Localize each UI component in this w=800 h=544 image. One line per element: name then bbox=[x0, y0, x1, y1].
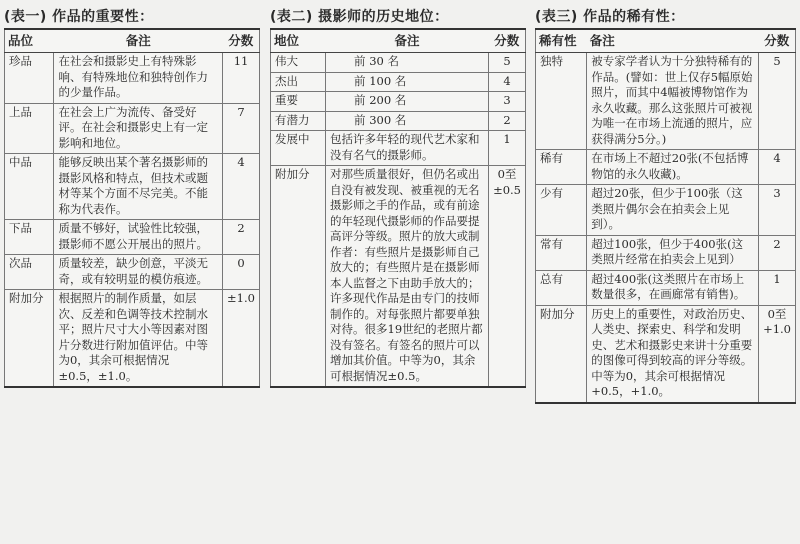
note-cell: 前 300 名 bbox=[326, 111, 489, 131]
score-cell: 3 bbox=[489, 92, 526, 112]
table1-header-row bbox=[5, 29, 260, 53]
table1-caption: (表一) 作品的重要性： bbox=[4, 9, 154, 25]
table-row bbox=[536, 150, 796, 185]
note-cell: 在市场上不超过20张(不包括博物馆的永久收藏)。 bbox=[587, 150, 759, 185]
grade-cell: 珍品 bbox=[5, 53, 54, 104]
table1-panel bbox=[4, 6, 260, 388]
grade-cell: 重要 bbox=[271, 92, 326, 112]
table2-panel bbox=[270, 6, 526, 388]
note-cell: 质量不够好，试验性比较强，摄影师不愿公开展出的照片。 bbox=[54, 220, 223, 255]
score-cell: 0 bbox=[223, 255, 260, 290]
note-cell: 超过400张(这类照片在市场上数量很多，在画廊常有销售)。 bbox=[587, 270, 759, 305]
score-cell: 7 bbox=[223, 103, 260, 154]
score-cell: 4 bbox=[223, 154, 260, 220]
grade-cell: 下品 bbox=[5, 220, 54, 255]
note-cell: 前 200 名 bbox=[326, 92, 489, 112]
table-row bbox=[536, 185, 796, 236]
grade-cell: 稀有 bbox=[536, 150, 587, 185]
table-row bbox=[271, 111, 526, 131]
score-cell: 0至±0.5 bbox=[489, 166, 526, 388]
score-cell: ±1.0 bbox=[223, 290, 260, 388]
table-row bbox=[271, 53, 526, 73]
score-cell: 2 bbox=[223, 220, 260, 255]
note-cell: 在社会和摄影史上有特殊影响、有特殊地位和独特创作力的少量作品。 bbox=[54, 53, 223, 104]
table2-header-row bbox=[271, 29, 526, 53]
table3-header-score: 分数 bbox=[759, 29, 796, 53]
grade-cell: 杰出 bbox=[271, 72, 326, 92]
score-cell: 5 bbox=[489, 53, 526, 73]
table3-caption: (表三) 作品的稀有性： bbox=[535, 9, 685, 25]
table-row bbox=[271, 131, 526, 166]
table2-header-grade: 地位 bbox=[271, 29, 326, 53]
grade-cell: 上品 bbox=[5, 103, 54, 154]
score-cell: 4 bbox=[759, 150, 796, 185]
score-cell: 1 bbox=[759, 270, 796, 305]
note-cell: 根据照片的制作质量，如层次、反差和色调等技术控制水平；照片尺寸大小等因素对图片分数进行附加值评估。中等为0，其余可根据情况±0.5，±1.0。 bbox=[54, 290, 223, 388]
table-row bbox=[536, 53, 796, 150]
grade-cell: 有潜力 bbox=[271, 111, 326, 131]
grade-cell: 独特 bbox=[536, 53, 587, 150]
grade-cell: 伟大 bbox=[271, 53, 326, 73]
table2-header-score: 分数 bbox=[489, 29, 526, 53]
grade-cell: 总有 bbox=[536, 270, 587, 305]
grade-cell: 附加分 bbox=[271, 166, 326, 388]
note-cell: 超过20张，但少于100张（这类照片偶尔会在拍卖会上见到）。 bbox=[587, 185, 759, 236]
table-row bbox=[271, 72, 526, 92]
note-cell: 被专家学者认为十分独特稀有的作品。(譬如：世上仅存5幅原始照片，而其中4幅被博物馆作为永久收藏。那么这张照片可被视为唯一在市场上流通的照片，应获得满分5分。) bbox=[587, 53, 759, 150]
note-cell: 能够反映出某个著名摄影师的摄影风格和特点，但技术或题材等某个方面不尽完美。不能称为代表作。 bbox=[54, 154, 223, 220]
table1-header-score: 分数 bbox=[223, 29, 260, 53]
score-cell: 2 bbox=[489, 111, 526, 131]
note-cell: 前 100 名 bbox=[326, 72, 489, 92]
table-row bbox=[5, 53, 260, 104]
table-row bbox=[271, 92, 526, 112]
table-row bbox=[536, 235, 796, 270]
table-row bbox=[536, 270, 796, 305]
table3-header-note: 备注 bbox=[587, 29, 759, 53]
table2 bbox=[270, 28, 526, 388]
table1 bbox=[4, 28, 260, 388]
table3-header-grade: 稀有性 bbox=[536, 29, 587, 53]
table-row bbox=[5, 103, 260, 154]
grade-cell: 常有 bbox=[536, 235, 587, 270]
table-row bbox=[536, 305, 796, 403]
table1-header-note: 备注 bbox=[54, 29, 223, 53]
grade-cell: 次品 bbox=[5, 255, 54, 290]
grade-cell: 附加分 bbox=[5, 290, 54, 388]
table1-header-grade: 品位 bbox=[5, 29, 54, 53]
score-cell: 3 bbox=[759, 185, 796, 236]
grade-cell: 少有 bbox=[536, 185, 587, 236]
table-row bbox=[5, 220, 260, 255]
note-cell: 历史上的重要性，对政治历史、人类史、探索史、科学和发明史、艺术和摄影史来讲十分重要的图像可得到较高的评分等级。中等为0，其余可根据情况+0.5，+1.0。 bbox=[587, 305, 759, 403]
score-cell: 11 bbox=[223, 53, 260, 104]
note-cell: 对那些质量很好，但仍名或出自没有被发现、被重视的无名摄影师之手的作品，或有前途的年轻现代摄影师的作品要提高评分等级。照片的放大或制作者：有些照片是摄影师自己放大的；有些照片是在摄影师本人监督之下由助手放大的；许多现代作品是由专门的技师制作的。对每张照片都要单独对待。很多19世纪的老照片都没有签名。有签名的照片可以增加其价值。中等为0，其余可根据情况±0.5。 bbox=[326, 166, 489, 388]
score-cell: 0至+1.0 bbox=[759, 305, 796, 403]
table3-panel bbox=[535, 6, 796, 404]
table-row bbox=[5, 154, 260, 220]
table-row bbox=[5, 255, 260, 290]
note-cell: 在社会上广为流传、备受好评。在社会和摄影史上有一定影响和地位。 bbox=[54, 103, 223, 154]
table2-header-note: 备注 bbox=[326, 29, 489, 53]
note-cell: 前 30 名 bbox=[326, 53, 489, 73]
score-cell: 2 bbox=[759, 235, 796, 270]
score-cell: 1 bbox=[489, 131, 526, 166]
note-cell: 质量较差，缺少创意，平淡无奇，或有较明显的模仿痕迹。 bbox=[54, 255, 223, 290]
note-cell: 包括许多年轻的现代艺术家和没有名气的摄影师。 bbox=[326, 131, 489, 166]
grade-cell: 中品 bbox=[5, 154, 54, 220]
note-cell: 超过100张，但少于400张(这类照片经常在拍卖会上见到） bbox=[587, 235, 759, 270]
table-row bbox=[5, 290, 260, 388]
score-cell: 4 bbox=[489, 72, 526, 92]
grade-cell: 附加分 bbox=[536, 305, 587, 403]
table3 bbox=[535, 28, 796, 404]
table3-header-row bbox=[536, 29, 796, 53]
grade-cell: 发展中 bbox=[271, 131, 326, 166]
table2-caption: (表二) 摄影师的历史地位： bbox=[270, 9, 449, 25]
table-row bbox=[271, 166, 526, 388]
score-cell: 5 bbox=[759, 53, 796, 150]
